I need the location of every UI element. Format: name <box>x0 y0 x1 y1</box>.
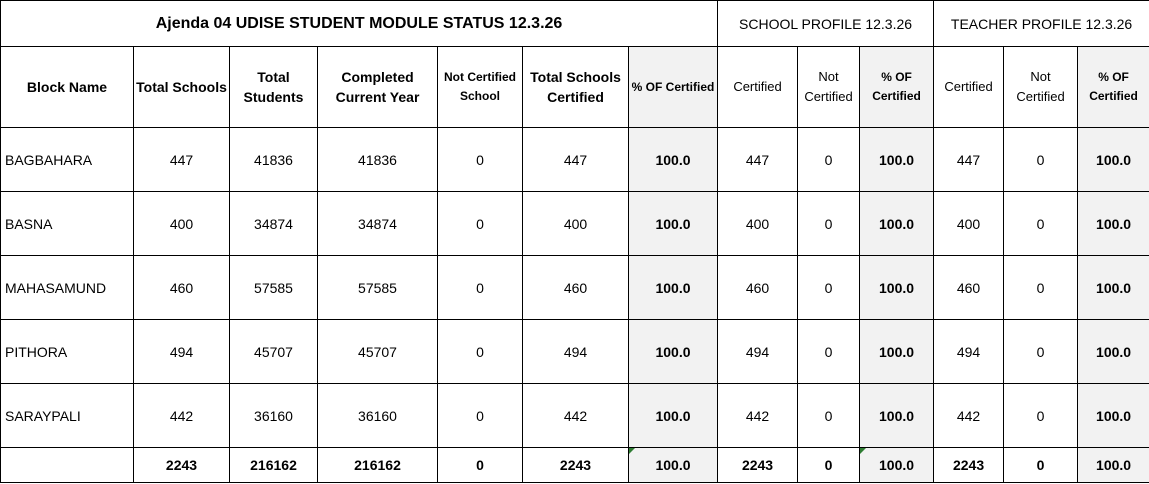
sp-not-certified-cell: 0 <box>798 384 860 448</box>
totals-total-students: 216162 <box>230 448 318 483</box>
schools-certified-cell: 400 <box>523 192 629 256</box>
table-row <box>1 384 1149 448</box>
block-name-cell: PITHORA <box>1 320 134 384</box>
sp-certified-cell: 400 <box>718 192 798 256</box>
block-name-cell: SARAYPALI <box>1 384 134 448</box>
completed-cell: 57585 <box>318 256 438 320</box>
header-tp-pct-certified: % OF Certified <box>1078 47 1149 128</box>
sp-pct-certified-cell: 100.0 <box>860 192 934 256</box>
header-pct-certified: % OF Certified <box>629 47 718 128</box>
total-students-cell: 34874 <box>230 192 318 256</box>
total-schools-cell: 460 <box>134 256 230 320</box>
totals-not-certified-school: 0 <box>438 448 523 483</box>
header-block-name: Block Name <box>1 47 134 128</box>
block-name-cell: MAHASAMUND <box>1 256 134 320</box>
tp-pct-certified-cell: 100.0 <box>1078 192 1149 256</box>
totals-sp-certified: 2243 <box>718 448 798 483</box>
totals-tp-certified: 2243 <box>934 448 1004 483</box>
header-row <box>1 47 1149 128</box>
schools-certified-cell: 494 <box>523 320 629 384</box>
sp-certified-cell: 442 <box>718 384 798 448</box>
totals-tp-pct-certified: 100.0 <box>1078 448 1149 483</box>
tp-not-certified-cell: 0 <box>1004 384 1078 448</box>
table-row <box>1 320 1149 384</box>
tp-certified-cell: 447 <box>934 128 1004 192</box>
completed-cell: 45707 <box>318 320 438 384</box>
completed-cell: 36160 <box>318 384 438 448</box>
header-sp-not-certified: Not Certified <box>798 47 860 128</box>
total-schools-cell: 447 <box>134 128 230 192</box>
sp-not-certified-cell: 0 <box>798 128 860 192</box>
totals-completed: 216162 <box>318 448 438 483</box>
not-certified-school-cell: 0 <box>438 384 523 448</box>
schools-certified-cell: 442 <box>523 384 629 448</box>
schools-certified-cell: 460 <box>523 256 629 320</box>
tp-pct-certified-cell: 100.0 <box>1078 256 1149 320</box>
schools-certified-cell: 447 <box>523 128 629 192</box>
totals-block-cell <box>1 448 134 483</box>
totals-sp-not-certified: 0 <box>798 448 860 483</box>
teacher-profile-title: TEACHER PROFILE 12.3.26 <box>934 1 1149 47</box>
page-title: Ajenda 04 UDISE STUDENT MODULE STATUS 12.3.26 <box>1 1 718 47</box>
totals-row <box>1 448 1149 483</box>
completed-cell: 41836 <box>318 128 438 192</box>
tp-certified-cell: 494 <box>934 320 1004 384</box>
total-students-cell: 36160 <box>230 384 318 448</box>
table-row <box>1 192 1149 256</box>
table-row <box>1 128 1149 192</box>
total-schools-cell: 494 <box>134 320 230 384</box>
header-not-certified-school: Not Certified School <box>438 47 523 128</box>
sp-not-certified-cell: 0 <box>798 192 860 256</box>
total-schools-cell: 442 <box>134 384 230 448</box>
tp-not-certified-cell: 0 <box>1004 256 1078 320</box>
header-sp-pct-certified: % OF Certified <box>860 47 934 128</box>
sp-pct-certified-cell: 100.0 <box>860 256 934 320</box>
totals-schools-certified: 2243 <box>523 448 629 483</box>
sp-not-certified-cell: 0 <box>798 256 860 320</box>
header-tp-not-certified: Not Certified <box>1004 47 1078 128</box>
header-completed-current-year: Completed Current Year <box>318 47 438 128</box>
tp-certified-cell: 442 <box>934 384 1004 448</box>
total-students-cell: 57585 <box>230 256 318 320</box>
header-sp-certified: Certified <box>718 47 798 128</box>
tp-pct-certified-cell: 100.0 <box>1078 128 1149 192</box>
tp-pct-certified-cell: 100.0 <box>1078 384 1149 448</box>
sp-pct-certified-cell: 100.0 <box>860 320 934 384</box>
pct-certified-cell: 100.0 <box>629 192 718 256</box>
tp-certified-cell: 400 <box>934 192 1004 256</box>
not-certified-school-cell: 0 <box>438 192 523 256</box>
pct-certified-cell: 100.0 <box>629 384 718 448</box>
not-certified-school-cell: 0 <box>438 256 523 320</box>
tp-not-certified-cell: 0 <box>1004 128 1078 192</box>
not-certified-school-cell: 0 <box>438 128 523 192</box>
title-row <box>1 1 1149 47</box>
block-name-cell: BAGBAHARA <box>1 128 134 192</box>
block-name-cell: BASNA <box>1 192 134 256</box>
header-total-students: Total Students <box>230 47 318 128</box>
tp-pct-certified-cell: 100.0 <box>1078 320 1149 384</box>
total-students-cell: 45707 <box>230 320 318 384</box>
header-total-schools-certified: Total Schools Certified <box>523 47 629 128</box>
total-students-cell: 41836 <box>230 128 318 192</box>
sp-pct-certified-cell: 100.0 <box>860 384 934 448</box>
school-profile-title: SCHOOL PROFILE 12.3.26 <box>718 1 934 47</box>
totals-tp-not-certified: 0 <box>1004 448 1078 483</box>
pct-certified-cell: 100.0 <box>629 256 718 320</box>
pct-certified-cell: 100.0 <box>629 128 718 192</box>
not-certified-school-cell: 0 <box>438 320 523 384</box>
total-schools-cell: 400 <box>134 192 230 256</box>
header-tp-certified: Certified <box>934 47 1004 128</box>
tp-not-certified-cell: 0 <box>1004 320 1078 384</box>
sp-pct-certified-cell: 100.0 <box>860 128 934 192</box>
totals-sp-pct-certified: 100.0 <box>860 448 934 483</box>
tp-not-certified-cell: 0 <box>1004 192 1078 256</box>
tp-certified-cell: 460 <box>934 256 1004 320</box>
completed-cell: 34874 <box>318 192 438 256</box>
sp-not-certified-cell: 0 <box>798 320 860 384</box>
table-row <box>1 256 1149 320</box>
sp-certified-cell: 460 <box>718 256 798 320</box>
totals-total-schools: 2243 <box>134 448 230 483</box>
header-total-schools: Total Schools <box>134 47 230 128</box>
sp-certified-cell: 494 <box>718 320 798 384</box>
sp-certified-cell: 447 <box>718 128 798 192</box>
totals-pct-certified: 100.0 <box>629 448 718 483</box>
pct-certified-cell: 100.0 <box>629 320 718 384</box>
